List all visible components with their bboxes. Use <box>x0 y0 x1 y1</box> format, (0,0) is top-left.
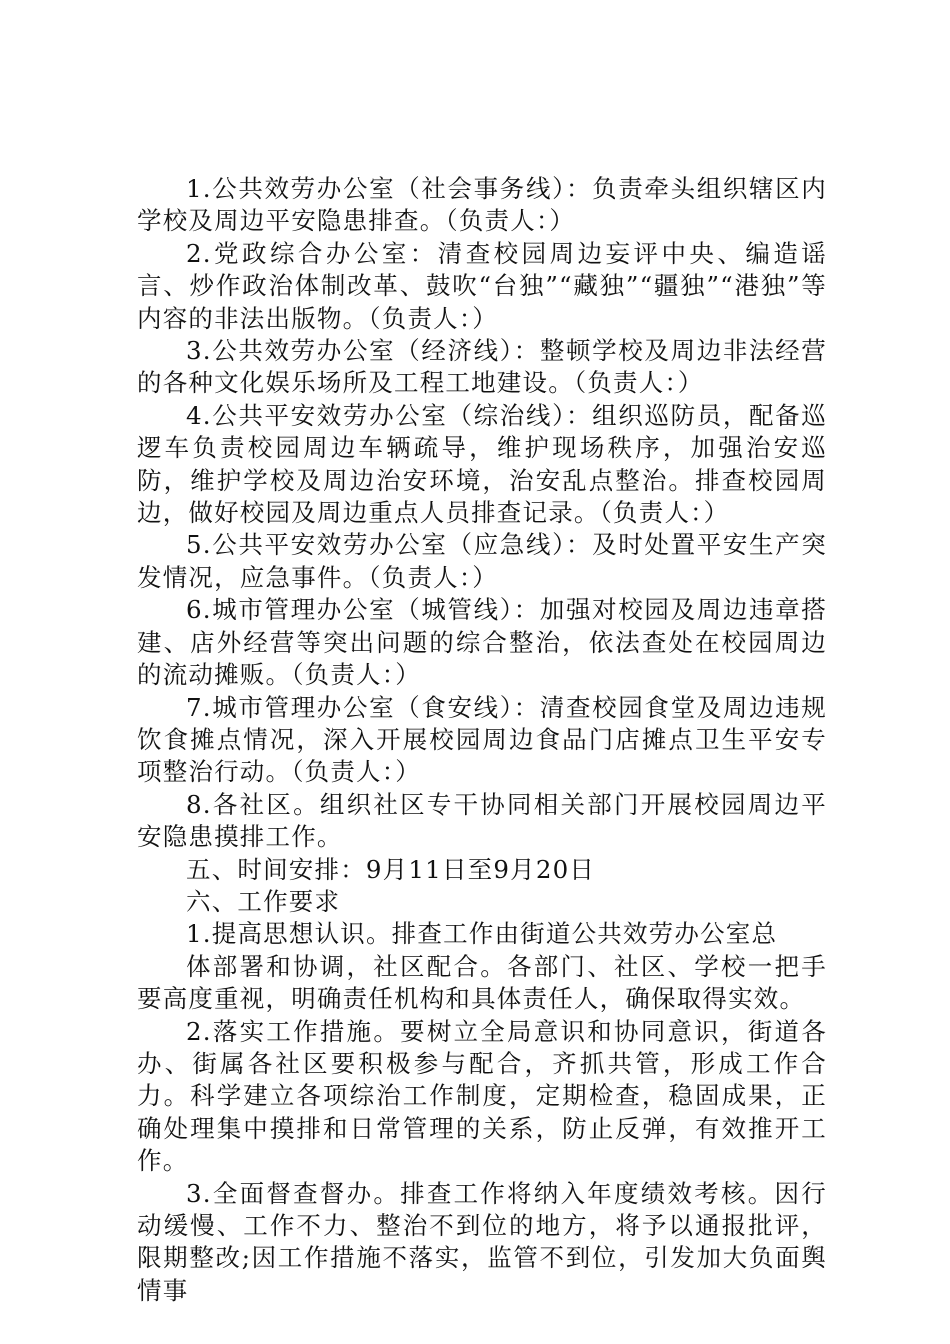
requirement-1-continued: 体部署和协调，社区配合。各部门、社区、学校一把手要高度重视，明确责任机构和具体责任人，确保取得实效。 <box>137 951 827 1014</box>
paragraph-item-1: 1.公共效劳办公室（社会事务线）：负责牵头组织辖区内学校及周边平安隐患排查。（负责人：） <box>137 174 827 236</box>
requirements-heading: 六、工作要求 <box>186 886 341 916</box>
paragraph-item-3: 3.公共效劳办公室（经济线）：整顿学校及周边非法经营的各种文化娱乐场所及工程工地建设。（负责人：） <box>137 336 827 398</box>
paragraph-item-8: 8.各社区。组织社区专干协同相关部门开展校园周边平安隐患摸排工作。 <box>137 789 827 852</box>
paragraph-item-5: 5.公共平安效劳办公室（应急线）：及时处置平安生产突发情况，应急事件。（负责人：） <box>137 530 827 592</box>
schedule-heading: 五、时间安排：9月11日至9月20日 <box>186 854 596 884</box>
requirement-2: 2.落实工作措施。要树立全局意识和协同意识，街道各办、街属各社区要积极参与配合，齐抓共管，形成工作合力。科学建立各项综治工作制度，定期检查，稳固成果，正确处理集中摸排和日常管理的关系，防止反弹，有效推开工作。 <box>137 1016 827 1176</box>
paragraph-item-2: 2.党政综合办公室：清查校园周边妄评中央、编造谣言、炒作政治体制改革、鼓吹“台独”“藏独”“疆独”“港独”等内容的非法出版物。（负责人：） <box>137 238 827 333</box>
requirement-3: 3.全面督查督办。排查工作将纳入年度绩效考核。因行动缓慢、工作不力、整治不到位的地方，将予以通报批评，限期整改;因工作措施不落实，监管不到位，引发加大负面舆情事 <box>137 1178 827 1305</box>
document-body <box>137 173 827 1307</box>
paragraph-item-6: 6.城市管理办公室（城管线）：加强对校园及周边违章搭建、店外经营等突出问题的综合整治，依法查处在校园周边的流动摊贩。（负责人：） <box>137 595 827 690</box>
paragraph-item-7: 7.城市管理办公室（食安线）：清查校园食堂及周边违规饮食摊点情况，深入开展校园周边食品门店摊点卫生平安专项整治行动。（负责人：） <box>137 692 827 787</box>
paragraph-item-4: 4.公共平安效劳办公室（综治线）：组织巡防员，配备巡逻车负责校园周边车辆疏导，维护现场秩序，加强治安巡防，维护学校及周边治安环境，治安乱点整治。排查校园周边，做好校园及周边重点人员排查记录。（负责人：） <box>137 400 827 528</box>
requirement-1-first-line: 1.提高思想认识。排查工作由街道公共效劳办公室总 <box>186 919 778 949</box>
